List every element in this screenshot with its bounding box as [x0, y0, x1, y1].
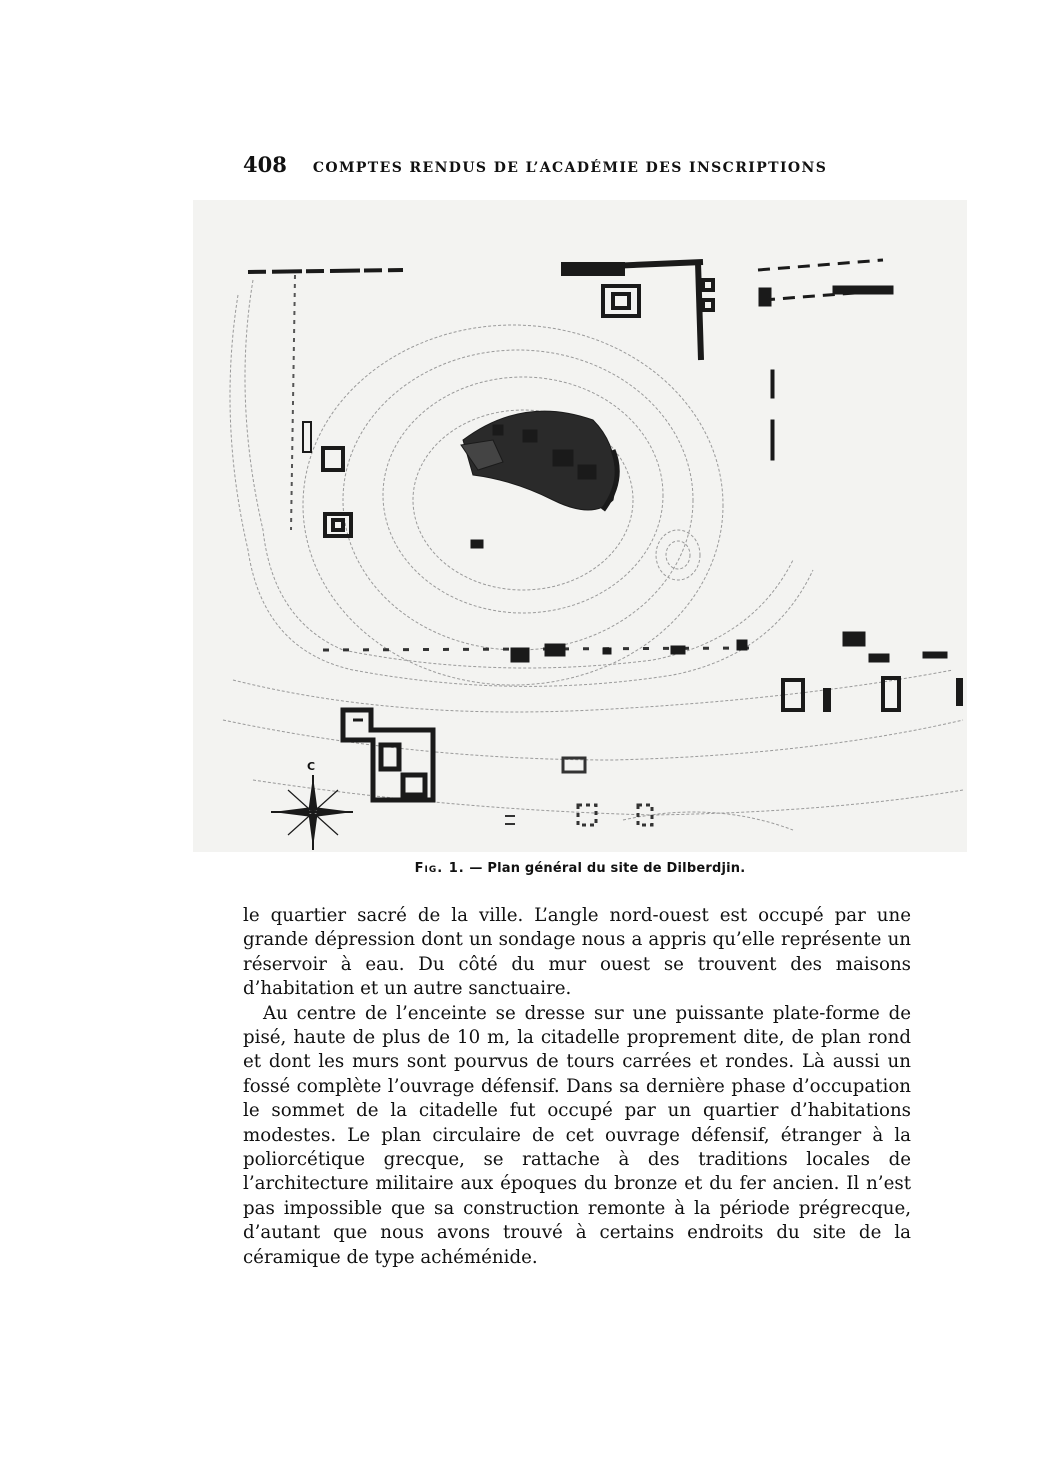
compass-rose-icon — [271, 775, 353, 850]
south-buildings — [511, 632, 947, 662]
west-buildings — [303, 422, 351, 536]
journal-title: COMPTES RENDUS DE L’ACADÉMIE DES INSCRIPTIONS — [312, 160, 828, 176]
paragraph-2: Au centre de l’enceinte se dresse sur une puissante plate-forme de pisé, haute de plus de 10 m, la citadelle proprement dite, de plan rond et dont les murs sont pourvus de tours carrées et rondes. Là aussi un fossé complète l’ouvrage défensif. Dans sa dernière phase d’occupation le sommet de la citadelle fut occupé par un quartier d’habitations modestes. Le plan circulaire de cet ouvrage défensif, étranger à la poliorcétique grecque, se rattache à des traditions locales de l’architecture militaire aux époques du bronze et du fer ancien. Il n’est pas impossible que sa construction remonte à la période prégrecque, d’autant que nous avons trouvé à certains endroits du site de la céramique de type achéménide. — [243, 1002, 911, 1268]
running-head — [243, 152, 843, 182]
citadel — [461, 411, 617, 548]
body-text — [243, 904, 911, 1270]
compass-label: C — [307, 760, 316, 773]
caption-label: Fig. 1. — [414, 861, 465, 876]
figure-caption — [193, 861, 967, 876]
paragraph-1: le quartier sacré de la ville. L’angle nord-ouest est occupé par une grande dépression dont un sondage nous a appris qu’elle représente un réservoir à eau. Du côté du mur ouest se trouvent des maisons d’habitation et un autre sanctuaire. — [243, 905, 911, 1000]
contour-lines — [223, 280, 963, 830]
south-small-buildings — [505, 758, 652, 825]
site-plan-figure — [193, 200, 967, 852]
temple-complex — [563, 264, 713, 316]
southwest-complex — [343, 710, 433, 800]
southeast-buildings — [783, 678, 961, 710]
caption-text: — Plan général du site de Dilberdjin. — [464, 861, 746, 876]
page-number: 408 — [243, 152, 287, 177]
